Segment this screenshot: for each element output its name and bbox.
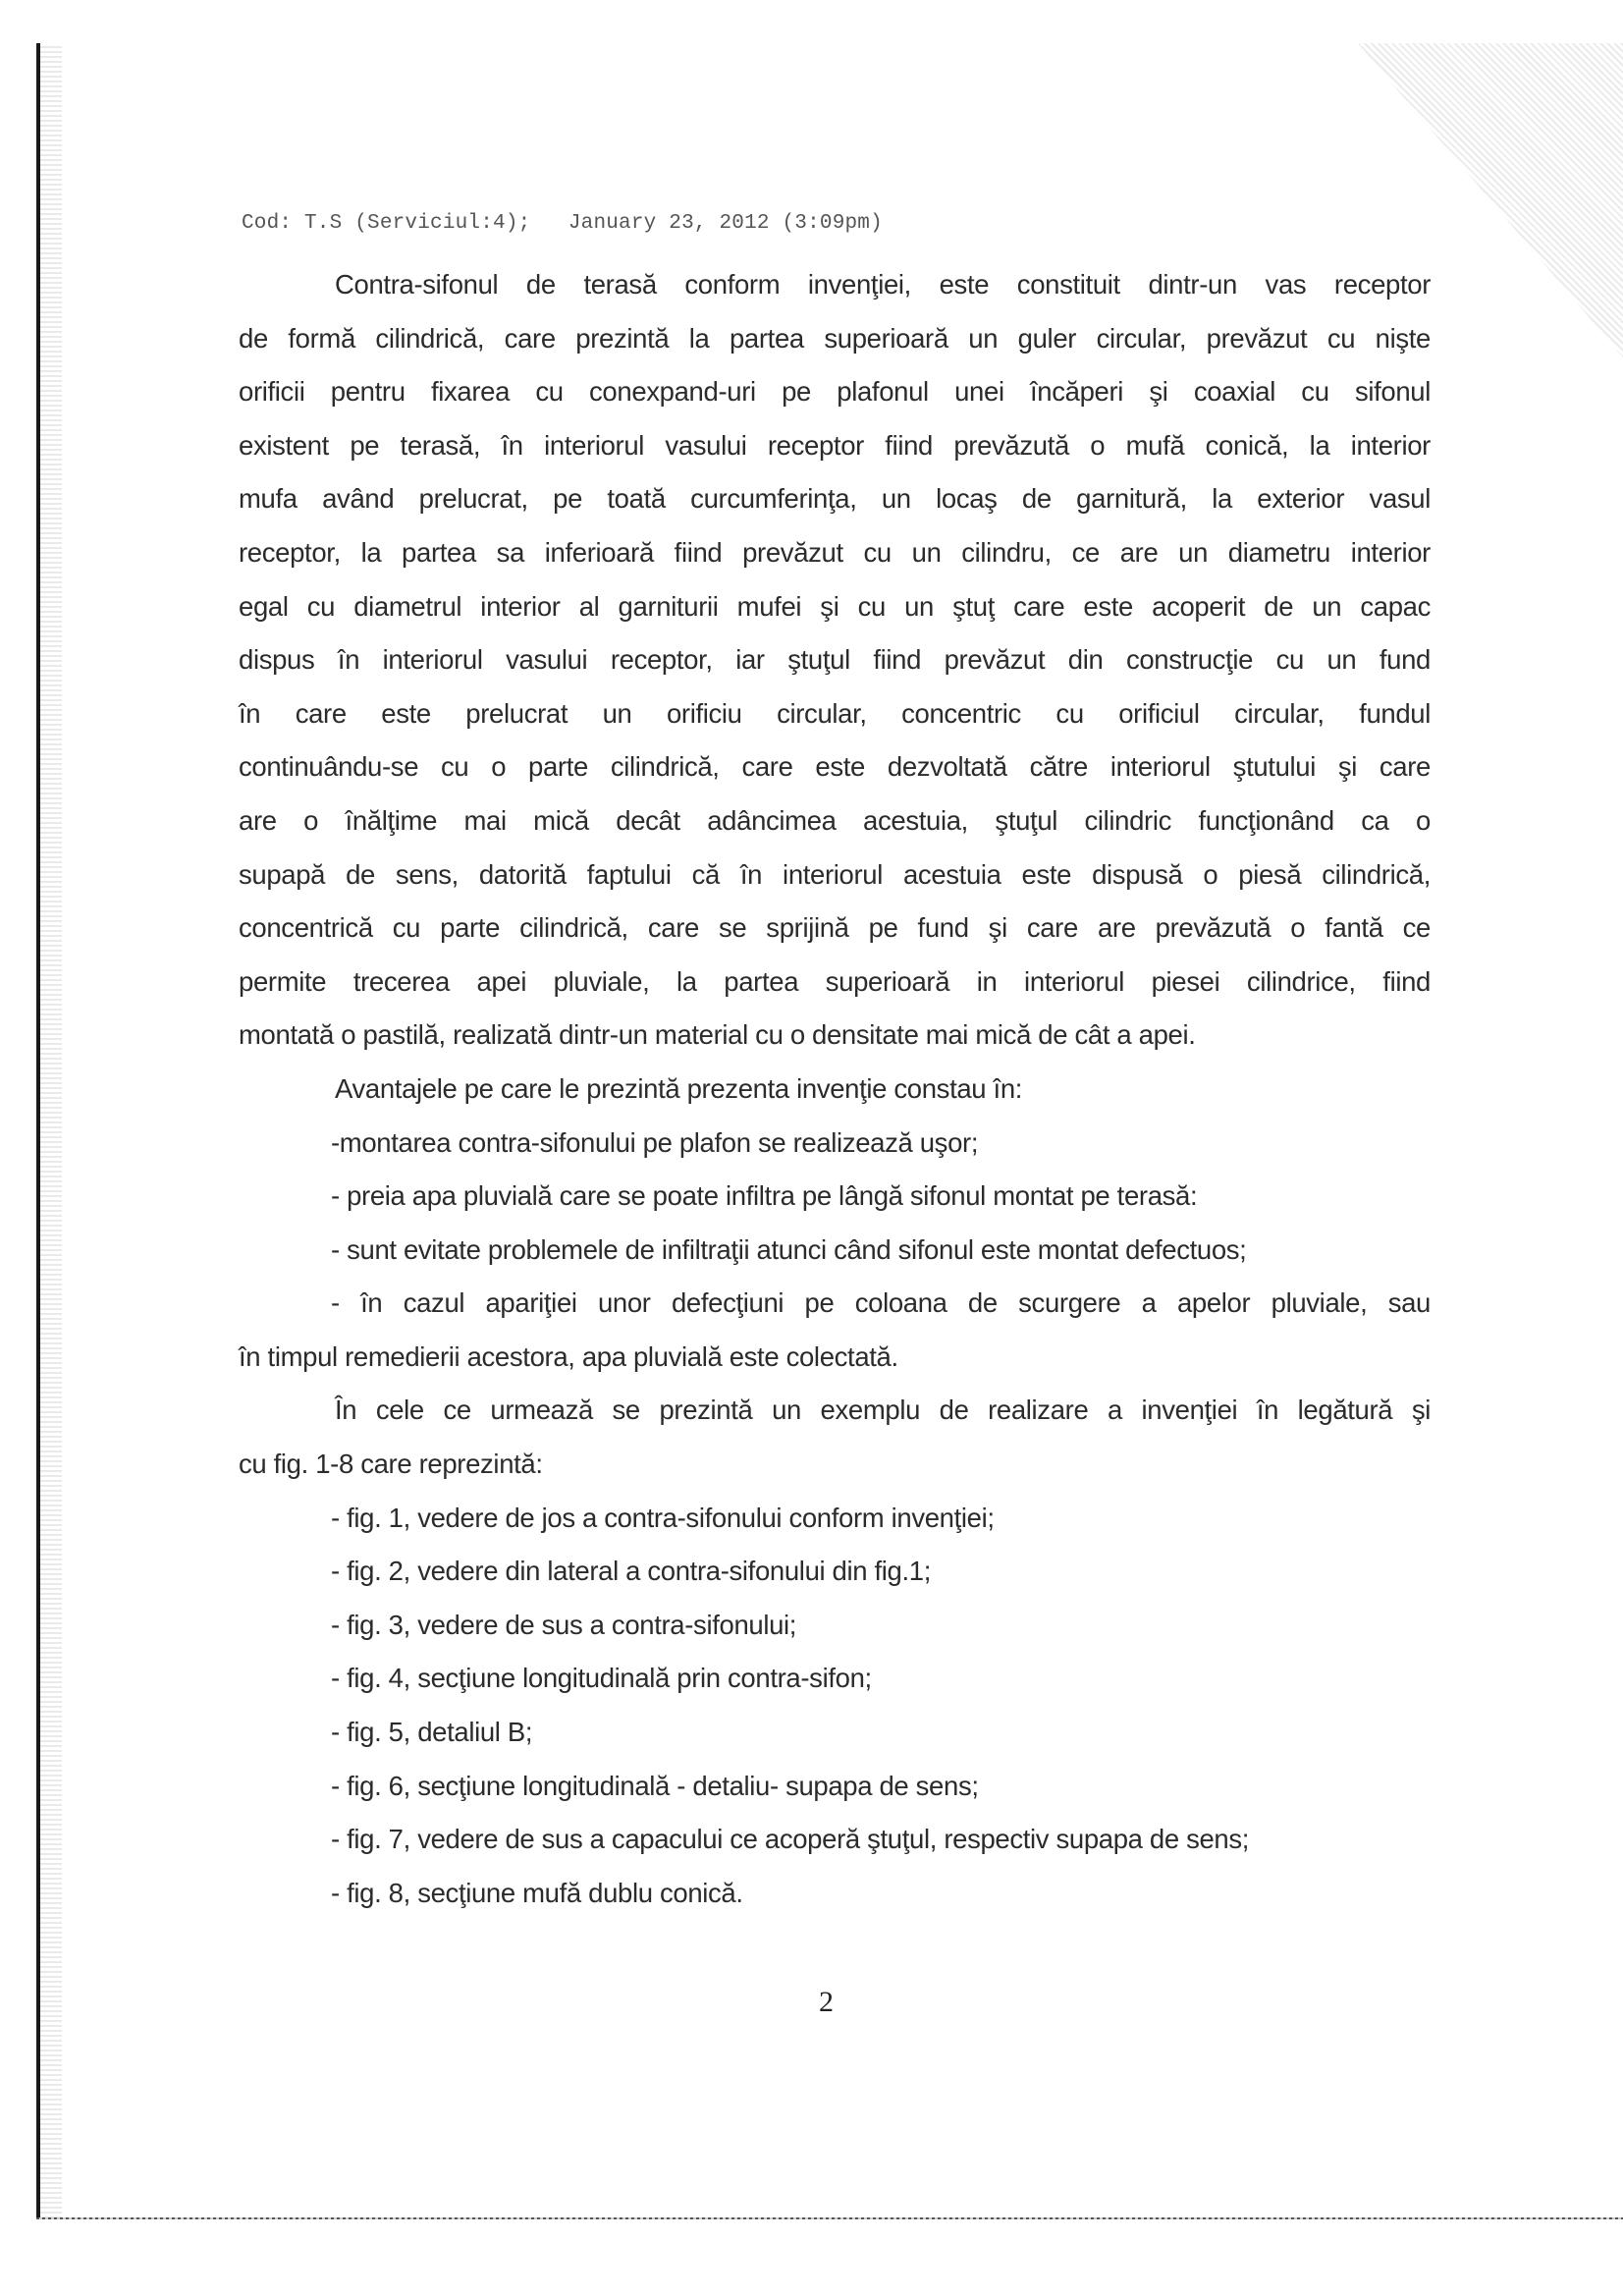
paragraph-line: orificii pentru fixarea cu conexpand-uri pe plafonul unei încăperi şi coaxial cu sifonul (239, 376, 1431, 407)
paragraph-line: mufa având prelucrat, pe toată curcumferinţa, un locaş de garnitură, la exterior vasul (239, 483, 1431, 514)
advantage-continuation: în timpul remedierii acestora, apa pluvială este colectată. (239, 1341, 898, 1372)
paragraph-line: concentrică cu parte cilindrică, care se sprijină pe fund şi care are prevăzută o fantă ce (239, 912, 1431, 943)
figure-item: - fig. 2, vedere din lateral a contra-sifonului din fig.1; (331, 1556, 932, 1586)
advantage-item: -montarea contra-sifonului pe plafon se realizează uşor; (331, 1127, 979, 1158)
scan-corner-shade (1358, 43, 1623, 357)
paragraph-line: continuându-se cu o parte cilindrică, care este dezvoltată către interiorul ştutului şi care (239, 751, 1431, 782)
scan-left-noise-band (40, 43, 62, 2218)
paragraph-line: montată o pastilă, realizată dintr-un material cu o densitate mai mică de cât a apei. (239, 1019, 1196, 1050)
figure-item: - fig. 4, secţiune longitudinală prin contra-sifon; (331, 1663, 872, 1693)
paragraph-line: receptor, la partea sa inferioară fiind prevăzut cu un cilindru, ce are un diametru interior (239, 537, 1431, 568)
paragraph-line: existent pe terasă, în interiorul vasului receptor fiind prevăzută o mufă conică, la interior (239, 430, 1431, 461)
scan-bottom-edge (36, 2217, 1623, 2219)
paragraph-line: în care este prelucrat un orificiu circular, concentric cu orificiul circular, fundul (239, 698, 1431, 729)
advantage-item: - în cazul apariţiei unor defecţiuni pe coloana de scurgere a apelor pluviale, sau (331, 1287, 1431, 1318)
figure-item: - fig. 6, secţiune longitudinală - detaliu- supapa de sens; (331, 1771, 979, 1801)
advantage-item: - preia apa pluvială care se poate infiltra pe lângă sifonul montat pe terasă: (331, 1180, 1198, 1211)
advantage-item: - sunt evitate problemele de infiltraţii atunci când sifonul este montat defectuos; (331, 1234, 1247, 1265)
figure-item: - fig. 7, vedere de sus a capacului ce acoperă ştuţul, respectiv supapa de sens; (331, 1824, 1250, 1854)
paragraph-line: are o înălţime mai mică decât adâncimea acestuia, ştuţul cilindric funcţionând ca o (239, 805, 1431, 836)
paragraph-line: Contra-sifonul de terasă conform invenţiei, este constituit dintr-un vas receptor (335, 269, 1431, 300)
figure-item: - fig. 1, vedere de jos a contra-sifonului conform invenţiei; (331, 1503, 995, 1533)
figures-intro-continuation: cu fig. 1-8 care reprezintă: (239, 1449, 543, 1479)
page-number: 2 (819, 1986, 834, 2018)
paragraph-line: dispus în interiorul vasului receptor, iar ştuţul fiind prevăzut din construcţie cu un fund (239, 644, 1431, 675)
fax-header: Cod: T.S (Serviciul:4); January 23, 2012 (3:09pm) (242, 212, 883, 235)
paragraph-line: permite trecerea apei pluviale, la partea superioară in interiorul piesei cilindrice, fiind (239, 966, 1431, 997)
paragraph-line: de formă cilindrică, care prezintă la partea superioară un guler circular, prevăzut cu nişte (239, 323, 1431, 354)
advantages-intro: Avantajele pe care le prezintă prezenta invenţie constau în: (335, 1073, 1023, 1104)
figure-item: - fig. 8, secţiune mufă dublu conică. (331, 1878, 743, 1908)
figure-item: - fig. 5, detaliul B; (331, 1717, 533, 1747)
paragraph-line: egal cu diametrul interior al garniturii mufei şi cu un ştuţ care este acoperit de un capac (239, 591, 1431, 622)
figure-item: - fig. 3, vedere de sus a contra-sifonului; (331, 1610, 797, 1640)
paragraph-line: supapă de sens, datorită faptului că în interiorul acestuia este dispusă o piesă cilindrică, (239, 859, 1431, 890)
figures-intro: În cele ce urmează se prezintă un exemplu de realizare a invenţiei în legătură şi (335, 1394, 1431, 1425)
